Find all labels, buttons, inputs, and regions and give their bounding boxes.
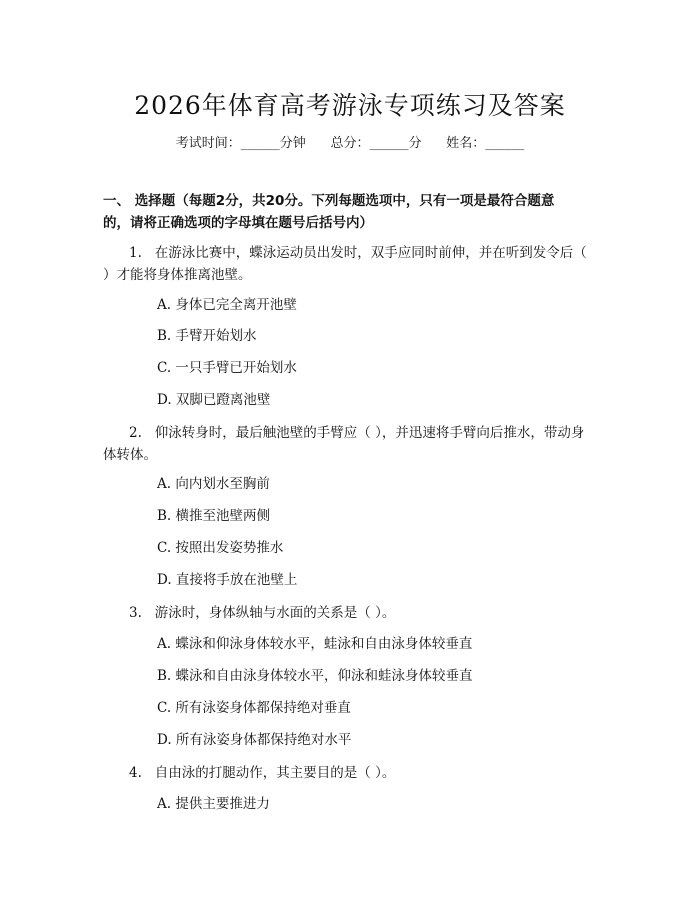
question-text: 仰泳转身时，最后触池壁的手臂应（ ），并迅速将手臂向后推水，带动身体转体。 — [103, 425, 585, 463]
document-title: 2026年体育高考游泳专项练习及答案 — [134, 91, 566, 120]
section-heading: 一、 选择题（每题2分，共20分。下列每题选项中，只有一项是最符合题意的，请将正确选项的字母填在题号后括号内） — [103, 193, 555, 231]
question-1-stem — [103, 242, 593, 286]
question-3-option-b[interactable]: B. 蝶泳和自由泳身体较水平，仰泳和蛙泳身体较垂直 — [157, 668, 473, 684]
question-3-option-c[interactable]: C. 所有泳姿身体都保持绝对垂直 — [157, 700, 351, 716]
question-text: 在游泳比赛中，蝶泳运动员出发时，双手应同时前伸，并在听到发令后（ ）才能将身体推离池壁。 — [103, 245, 587, 283]
question-text: 自由泳的打腿动作，其主要目的是（ ）。 — [154, 765, 396, 781]
question-3-stem — [103, 602, 593, 624]
question-number: 3. — [129, 605, 142, 621]
question-text: 游泳时，身体纵轴与水面的关系是（ ）。 — [154, 605, 396, 621]
question-3-option-d[interactable]: D. 所有泳姿身体都保持绝对水平 — [157, 732, 352, 748]
question-4-stem — [103, 762, 593, 784]
question-2-option-b[interactable]: B. 横推至池壁两侧 — [157, 508, 271, 524]
question-2-stem — [103, 422, 593, 466]
question-number: 1. — [129, 245, 142, 261]
question-1-option-c[interactable]: C. 一只手臂已开始划水 — [157, 360, 297, 376]
question-2-option-d[interactable]: D. 直接将手放在池壁上 — [157, 572, 298, 588]
question-1-option-d[interactable]: D. 双脚已蹬离池壁 — [157, 392, 271, 408]
question-1-option-a[interactable]: A. 身体已完全离开池壁 — [157, 297, 297, 313]
question-number: 4. — [129, 765, 142, 781]
question-4-option-a[interactable]: A. 提供主要推进力 — [157, 796, 270, 812]
question-3-option-a[interactable]: A. 蝶泳和仰泳身体较水平，蛙泳和自由泳身体较垂直 — [157, 636, 473, 652]
question-number: 2. — [129, 425, 142, 441]
exam-meta-line: 考试时间：______分钟 总分：______分 姓名：______ — [175, 136, 525, 151]
question-2-option-c[interactable]: C. 按照出发姿势推水 — [157, 540, 284, 556]
question-2-option-a[interactable]: A. 向内划水至胸前 — [157, 476, 270, 492]
question-1-option-b[interactable]: B. 手臂开始划水 — [157, 328, 257, 344]
